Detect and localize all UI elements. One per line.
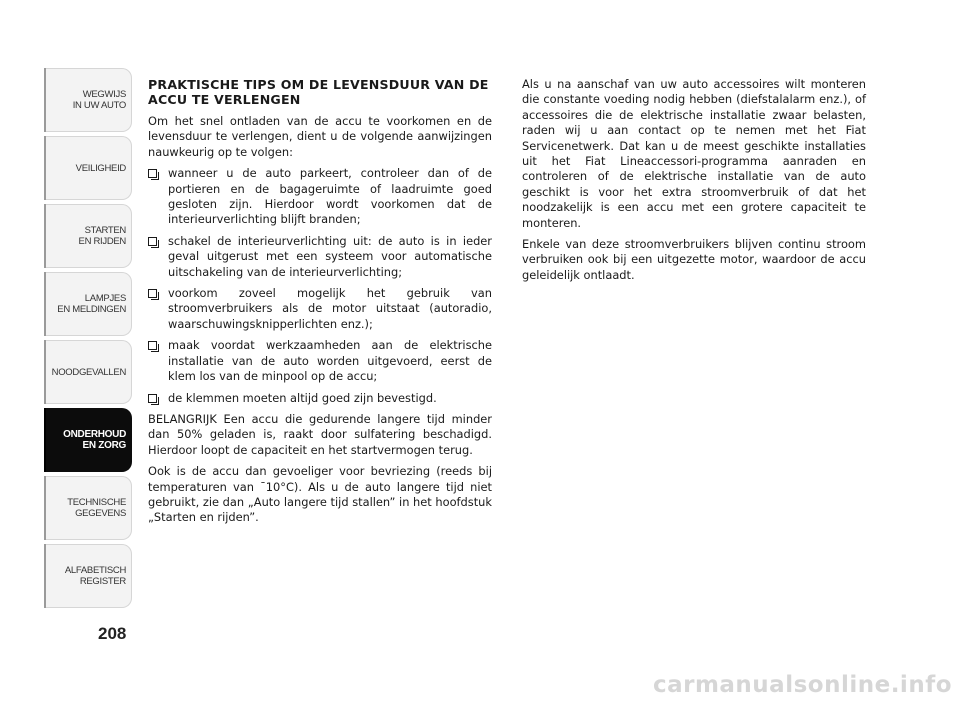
list-item-text: de klemmen moeten altijd goed zijn bevestigd. [168,390,437,405]
tab-label: LAMPJES EN MELDINGEN [57,293,126,315]
list-item [148,234,492,280]
important-paragraph: BELANGRIJK Een accu die gedurende langere tijd minder dan 50% geladen is, raakt door sulfatering beschadigd. Hierdoor loopt de capaciteit en het startvermogen terug. [148,411,492,457]
consumers-paragraph: Enkele van deze stroomverbruikers blijven continu stroom verbruiken ook bij een uitgezette motor, waardoor de accu geleidelijk ontlaadt. [522,237,866,282]
tab-label: VEILIGHEID [75,162,126,174]
list-item [148,286,492,332]
tab-label: NOODGEVALLEN [51,366,126,378]
tab-label: ALFABETISCH REGISTER [64,565,126,587]
list-item-text: wanneer u de auto parkeert, controleer dan of de portieren en de bagageruimte of laadruimte goed gesloten zijn. Hierdoor wordt voorkomen dat de interieurverlichting blijft branden; [168,166,492,227]
page-number: 208 [98,624,127,643]
checkbox-bullet-icon [148,169,157,178]
right-column [522,77,866,289]
freezing-paragraph: Ook is de accu dan gevoeliger voor bevriezing (reeds bij temperaturen van ˉ10°C). Als u de auto langere tijd niet gebruikt, zie dan „Auto langere tijd stallen” in het hoofdstuk „Starten en rijden”. [148,464,492,525]
list-item-text: voorkom zoveel mogelijk het gebruik van stroomverbruikers als de motor uitstaat (autoradio, waarschuwingsknipperlichten enz.); [168,286,492,331]
tab-technische[interactable] [44,476,132,540]
checkbox-bullet-icon [148,289,157,298]
list-item [148,391,492,406]
tips-list [148,166,492,406]
tab-onderhoud[interactable] [44,408,132,472]
section-tabs [44,68,132,612]
tab-veiligheid[interactable] [44,136,132,200]
tab-starten[interactable] [44,204,132,268]
accessories-paragraph: Als u na aanschaf van uw auto accessoires wilt monteren die constante voeding nodig hebben (diefstalalarm enz.), of accessoires die de elektrische installatie zwaar belasten, raden wij u aan contact op te nemen met het Fiat Servicenetwerk. Dat kan u de meest geschikte installaties uit het Fiat Lineaccessori-programma aanraden en controleren of de elektrische installatie van de auto geschikt is voor het extra stroomverbruik of dat het noodzakelijk is een accu met een grotere capaciteit te monteren. [522,77,866,230]
tab-noodgevallen[interactable] [44,340,132,404]
watermark-text: carmanualsonline.info [652,672,952,698]
list-item-text: schakel de interieurverlichting uit: de auto is in ieder geval uitgerust met een systeem voor automatische uitschakeling van de interieurverlichting; [168,233,492,279]
list-item [148,166,492,228]
checkbox-bullet-icon [148,341,157,350]
tab-alfabetisch[interactable] [44,544,132,608]
left-column [148,77,492,532]
tab-label: STARTEN EN RIJDEN [78,225,126,247]
tab-lampjes[interactable] [44,272,132,336]
tab-label: WEGWIJS IN UW AUTO [72,89,126,111]
tab-wegwijs[interactable] [44,68,132,132]
tab-label: ONDERHOUD EN ZORG [63,429,126,451]
list-item-text: maak voordat werkzaamheden aan de elektrische installatie van de auto worden uitgevoerd, eerst de klem los van de minpool op de accu; [168,338,492,384]
tab-label: TECHNISCHE GEGEVENS [67,497,126,519]
intro-paragraph: Om het snel ontladen van de accu te voorkomen en de levensduur te verlengen, dient u de volgende aanwijzingen nauwkeurig op te volgen: [148,114,492,159]
list-item [148,338,492,384]
section-heading: PRAKTISCHE TIPS OM DE LEVENSDUUR VAN DE ACCU TE VERLENGEN [148,77,489,107]
checkbox-bullet-icon [148,237,157,246]
checkbox-bullet-icon [148,394,157,403]
